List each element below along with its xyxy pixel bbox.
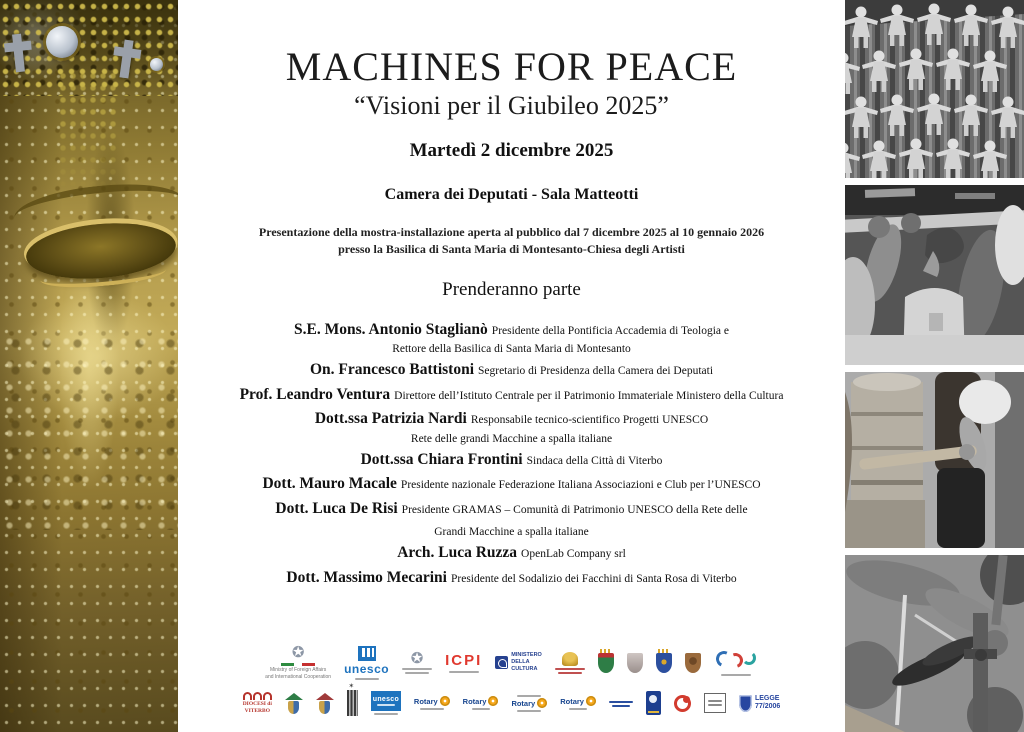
speaker-name: Dott. Massimo Mecarini bbox=[286, 568, 447, 586]
speaker-role-line2: Rete delle grandi Macchine a spalla italiane bbox=[410, 432, 613, 445]
galero-hat-icon bbox=[285, 693, 303, 700]
speaker-role: Segretario di Presidenza della Camera dei Deputati bbox=[478, 365, 714, 378]
crest-icon bbox=[319, 701, 330, 714]
square-frame-icon bbox=[704, 693, 726, 713]
arches-icon bbox=[243, 692, 272, 700]
presentation-line1: Presentazione della mostra-installazione aperta al pubblico dal 7 dicembre 2025 al 10 gennaio 2026 bbox=[258, 225, 765, 239]
speaker-name: S.E. Mons. Antonio Staglianò bbox=[293, 320, 488, 338]
logo-ministero-cultura bbox=[495, 652, 542, 673]
icpi-wordmark: ICPI bbox=[445, 652, 483, 669]
diocesi-wordmark: DIOCESI di VITERBO bbox=[242, 700, 272, 714]
tower-icon bbox=[347, 690, 358, 716]
logo-unesco-block bbox=[371, 691, 401, 715]
speaker-role: Responsabile tecnico-scientifico Progetti UNESCO bbox=[470, 414, 709, 427]
photo-paper-figures bbox=[845, 0, 1024, 178]
speaker-entry bbox=[240, 318, 784, 358]
speaker-entry bbox=[240, 472, 784, 495]
logo-legge-77-2006 bbox=[739, 695, 780, 712]
italy-flag-line bbox=[281, 663, 315, 666]
crest-icon bbox=[685, 653, 701, 673]
logo-rotary-1 bbox=[414, 696, 450, 710]
poster-body bbox=[178, 0, 845, 732]
speaker-name: Dott.ssa Patrizia Nardi bbox=[314, 410, 467, 428]
caption-bar bbox=[402, 668, 432, 670]
photo-sandals-on-pole bbox=[845, 555, 1024, 732]
logo-blue-text bbox=[609, 700, 633, 707]
papal-keys-icon bbox=[562, 652, 578, 666]
caption-bar bbox=[612, 705, 630, 707]
crest-icon bbox=[288, 701, 299, 714]
speaker-entry bbox=[240, 448, 784, 471]
speaker-entry bbox=[240, 566, 784, 589]
rotary-wheel-icon bbox=[586, 696, 596, 706]
bead-strands-decoration bbox=[58, 70, 118, 190]
unesco-temple-icon bbox=[358, 646, 376, 661]
caption-bar bbox=[472, 708, 490, 710]
speaker-name: Dott.ssa Chiara Frontini bbox=[360, 450, 523, 468]
badge-icon bbox=[646, 691, 661, 715]
caption-bar bbox=[355, 678, 379, 680]
rotary-wordmark: Rotary bbox=[413, 696, 438, 706]
speaker-role-line2: Grandi Macchine a spalla italiane bbox=[434, 526, 589, 539]
caption-bar bbox=[374, 713, 398, 715]
cultura-wordmark: MINISTERO DELLA CULTURA bbox=[511, 652, 542, 672]
unesco-block-icon: unesco bbox=[371, 691, 401, 711]
logo-row-1 bbox=[178, 645, 845, 680]
speaker-role: Presidente GRAMAS – Comunità di Patrimonio UNESCO della Rete delle bbox=[401, 503, 748, 516]
legge-shield-icon bbox=[739, 695, 752, 712]
speaker-name: Prof. Leandro Ventura bbox=[239, 385, 391, 403]
caption-bar bbox=[609, 701, 633, 703]
maeci-caption: Ministry of Foreign Affairs bbox=[269, 667, 327, 673]
legge-wordmark: LEGGE 77/2006 bbox=[754, 695, 781, 710]
italy-emblem-icon: ✪ bbox=[410, 649, 424, 667]
logo-macchina-tower bbox=[347, 690, 358, 716]
speaker-role: Direttore dell’Istituto Centrale per il Patrimonio Immateriale Ministero della Cultura bbox=[394, 389, 784, 402]
red-circle-icon bbox=[674, 695, 691, 712]
logo-rotary-2 bbox=[463, 696, 499, 710]
speakers-list bbox=[240, 317, 784, 591]
machine-handle-art bbox=[845, 372, 1024, 548]
page-subtitle: “Visioni per il Giubileo 2025” bbox=[354, 91, 669, 120]
presentation-line2: presso la Basilica di Santa Maria di Montesanto-Chiesa degli Artisti bbox=[338, 242, 685, 257]
logo-fondazione-square bbox=[704, 693, 726, 713]
grandi-macchine-icon bbox=[714, 650, 758, 672]
maeci-caption: and International Cooperation bbox=[265, 674, 332, 680]
event-date: Martedì 2 dicembre 2025 bbox=[409, 140, 614, 161]
logo-ornate-crest bbox=[627, 653, 643, 673]
logo-red-circle bbox=[674, 695, 691, 712]
speaker-entry bbox=[240, 541, 784, 564]
rotary-wheel-icon bbox=[537, 698, 547, 708]
logo-brown-crest bbox=[685, 653, 701, 673]
paper-figures-art bbox=[845, 0, 1024, 178]
cultura-icon bbox=[495, 656, 508, 669]
gold-statue-image bbox=[0, 0, 178, 732]
rotary-wordmark: Rotary bbox=[560, 696, 584, 706]
italy-emblem-icon: ✪ bbox=[291, 643, 305, 661]
photo-facchini-carrying bbox=[845, 185, 1024, 365]
photo-strip bbox=[845, 0, 1024, 732]
rotary-wordmark: Rotary bbox=[462, 696, 487, 706]
rotary-wheel-icon bbox=[488, 696, 498, 706]
logo-grandi-macchine-network bbox=[714, 650, 758, 676]
speaker-role: OpenLab Company srl bbox=[521, 548, 626, 561]
speaker-name: Arch. Luca Ruzza bbox=[397, 544, 518, 562]
unesco-wordmark: unesco bbox=[344, 661, 390, 676]
presentation-note bbox=[178, 224, 845, 259]
caption-bar bbox=[721, 674, 751, 676]
logo-ministry-foreign-affairs bbox=[265, 645, 331, 680]
speaker-entry bbox=[240, 383, 784, 406]
speaker-role: Sindaca della Città di Viterbo bbox=[526, 454, 663, 467]
speaker-role: Presidente della Pontificia Accademia di Teologia e bbox=[491, 324, 730, 337]
speaker-role-line2: Rettore della Basilica di Santa Maria di Montesanto bbox=[392, 343, 631, 356]
logo-blue-crest bbox=[656, 653, 672, 673]
sandals-art bbox=[845, 555, 1024, 732]
photo-machine-handle bbox=[845, 372, 1024, 548]
rotary-wheel-icon bbox=[440, 696, 450, 706]
caption-bar bbox=[569, 708, 587, 710]
gold-foil-texture bbox=[0, 330, 178, 530]
crest-icon bbox=[627, 653, 643, 673]
logo-unesco-national-commission bbox=[344, 646, 389, 680]
logo-italian-emblem bbox=[402, 651, 432, 674]
speaker-entry bbox=[240, 358, 784, 381]
crest-icon bbox=[598, 653, 614, 673]
caption-bar bbox=[555, 668, 585, 670]
logo-icpi bbox=[445, 652, 482, 673]
speaker-role: Presidente nazionale Federazione Italiana Associazioni e Club per l’UNESCO bbox=[400, 479, 761, 492]
participants-heading: Prenderanno parte bbox=[442, 278, 581, 300]
speaker-name: Dott. Luca De Risi bbox=[275, 499, 398, 517]
logo-row-2 bbox=[178, 690, 845, 716]
logo-diocesi-viterbo bbox=[243, 692, 272, 714]
caption-bar bbox=[420, 708, 444, 710]
speaker-entry bbox=[240, 497, 784, 541]
logo-pontifical-emblem bbox=[555, 652, 585, 674]
caption-bar bbox=[517, 710, 541, 712]
rotary-wordmark: Rotary bbox=[511, 698, 536, 708]
gem-jewel bbox=[46, 26, 78, 58]
speaker-name: On. Francesco Battistoni bbox=[309, 361, 474, 379]
event-venue: Camera dei Deputati - Sala Matteotti bbox=[384, 186, 639, 203]
galero-hat-icon bbox=[316, 693, 334, 700]
logo-bishop-crest-2 bbox=[316, 693, 334, 714]
caption-bar bbox=[558, 672, 582, 674]
logo-comune-viterbo-crest bbox=[598, 653, 614, 673]
speaker-entry bbox=[240, 407, 784, 447]
crest-icon bbox=[656, 653, 672, 673]
caption-bar bbox=[405, 672, 429, 674]
logo-blue-badge bbox=[646, 691, 661, 715]
facchini-art bbox=[845, 185, 1024, 365]
gem-jewel-small bbox=[150, 58, 163, 71]
caption-bar bbox=[517, 695, 541, 697]
page-title: MACHINES FOR PEACE bbox=[285, 44, 738, 89]
logo-rotary-3 bbox=[511, 694, 547, 712]
speaker-name: Dott. Mauro Macale bbox=[262, 475, 397, 493]
logo-bishop-crest-1 bbox=[285, 693, 303, 714]
logo-rotary-4 bbox=[560, 696, 596, 710]
caption-bar bbox=[449, 671, 479, 673]
partner-logos bbox=[178, 645, 845, 716]
speaker-role: Presidente del Sodalizio dei Facchini di Santa Rosa di Viterbo bbox=[450, 572, 737, 585]
